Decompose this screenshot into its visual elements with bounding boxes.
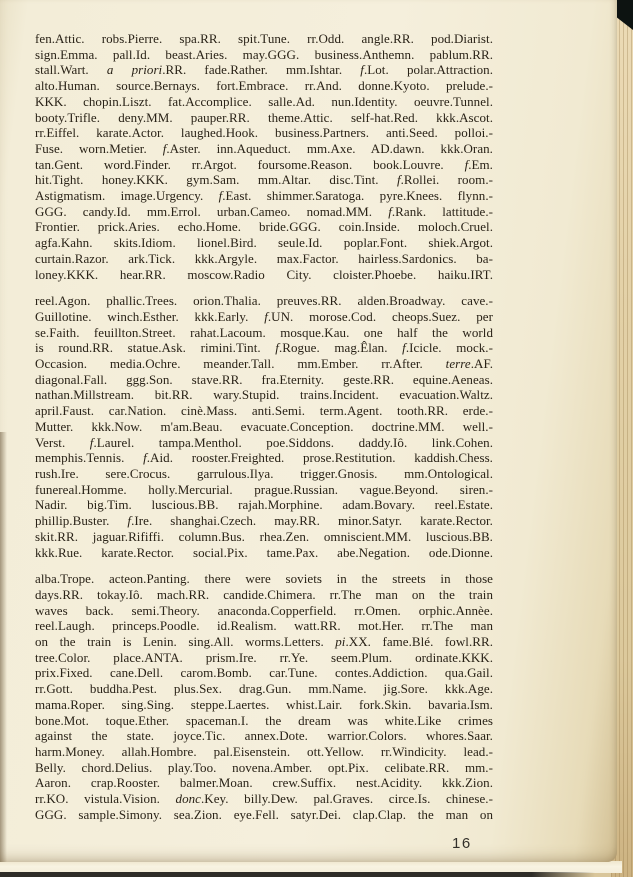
text-line: Belly. chord.Delius. play.Too. novena.Amber. opt.Pix. celibate.RR. mm.- [35, 759, 493, 775]
text-line: reel.Laugh. princeps.Poodle. id.Realism. watt.RR. mot.Her. rr.The man [35, 618, 493, 634]
text-line: phillip.Buster. f.Ire. shanghai.Czech. may.RR. minor.Satyr. karate.Rector. [35, 513, 493, 529]
text-line: rr.Eiffel. karate.Actor. laughed.Hook. business.Partners. anti.Seed. polloi.- [35, 125, 493, 141]
text-line: Guillotine. winch.Esther. kkk.Early. f.UN. morose.Cod. cheops.Suez. per [35, 308, 493, 324]
text-line: booty.Trifle. deny.MM. pauper.RR. theme.Attic. self-hat.Red. kkk.Ascot. [35, 109, 493, 125]
text-line: fen.Attic. robs.Pierre. spa.RR. spit.Tune. rr.Odd. angle.RR. pod.Diarist. [35, 31, 493, 46]
text-line: Mutter. kkk.Now. m'am.Beau. evacuate.Conception. doctrine.MM. well.- [35, 418, 493, 434]
text-line: kkk.Rue. karate.Rector. social.Pix. tame.Pax. abe.Negation. ode.Dionne. [35, 544, 493, 560]
text-line: is round.RR. statue.Ask. rimini.Tint. f.Rogue. mag.Êlan. f.Icicle. mock.- [35, 340, 493, 356]
text-line: Verst. f.Laurel. tampa.Menthol. poe.Siddons. daddy.Iô. link.Cohen. [35, 434, 494, 450]
text-line: Occasion. media.Ochre. meander.Tall. mm.Ember. rr.After. terre.AF. [35, 356, 493, 372]
page-text [35, 31, 493, 833]
text-line: reel.Agon. phallic.Trees. orion.Thalia. preuves.RR. alden.Broadway. cave.- [35, 293, 493, 309]
page-number: 16 [452, 835, 472, 852]
text-line: skit.RR. jaguar.Rififfi. column.Bus. rhea.Zen. omniscient.MM. luscious.BB. [35, 528, 493, 544]
text-line: against the state. joyce.Tic. annex.Dote. warrior.Colors. whores.Saar. [35, 728, 493, 744]
text-line: mama.Roper. sing.Sing. steppe.Laertes. whist.Lair. fork.Skin. bavaria.Ism. [35, 696, 493, 712]
text-line: harm.Money. allah.Hombre. pal.Eisenstein. ott.Yellow. rr.Windicity. lead.- [35, 743, 493, 759]
text-line: nathan.Millstream. bit.RR. wary.Stupid. trains.Incident. evacuation.Waltz. [35, 387, 493, 403]
text-line: rr.KO. vistula.Vision. donc.Key. billy.Dew. pal.Graves. circe.Is. chinese.- [35, 791, 493, 807]
text-line: Fuse. worn.Metier. f.Aster. inn.Aqueduct. mm.Axe. AD.dawn. kkk.Oran. [35, 140, 493, 156]
text-line: Frontier. prick.Aries. echo.Home. bride.GGG. coin.Inside. moloch.Cruel. [35, 219, 493, 235]
paragraph [35, 571, 493, 822]
text-line: april.Faust. car.Nation. cinè.Mass. anti.Semi. term.Agent. tooth.RR. erde.- [35, 403, 493, 419]
text-line: hit.Tight. honey.KKK. gym.Sam. mm.Altar. disc.Tint. f.Rollei. room.- [35, 172, 493, 188]
scan-bottom-line [0, 872, 633, 877]
text-line: waves back. semi.Theory. anaconda.Copperfield. rr.Omen. orphic.Annèe. [35, 602, 493, 618]
text-line: curtain.Razor. ark.Tick. kkk.Argyle. max.Factor. hairless.Sardonics. ba- [35, 250, 493, 266]
text-line: alto.Human. source.Bernays. fort.Embrace. rr.And. donne.Kyoto. prelude.- [35, 78, 493, 94]
text-line: tan.Gent. word.Finder. rr.Argot. foursome.Reason. book.Louvre. f.Em. [35, 156, 493, 172]
text-line: agfa.Kahn. skits.Idiom. lionel.Bird. seule.Id. poplar.Font. shiek.Argot. [35, 235, 493, 251]
text-line: tree.Color. place.ANTA. prism.Ire. rr.Ye. seem.Plum. ordinate.KKK. [35, 649, 493, 665]
text-line: stall.Wart. a priori.RR. fade.Rather. mm.Ishtar. f.Lot. polar.Attraction. [35, 62, 493, 78]
text-line: diagonal.Fall. ggg.Son. stave.RR. fra.Eternity. geste.RR. equine.Aeneas. [35, 371, 493, 387]
text-line: Aaron. crap.Rooster. balmer.Moan. crew.Suffix. nest.Acidity. kkk.Zion. [35, 775, 493, 791]
text-line: KKK. chopin.Liszt. fat.Accomplice. salle.Ad. nun.Identity. oeuvre.Tunnel. [35, 93, 493, 109]
text-line: bone.Mot. toque.Ether. spaceman.I. the dream was white.Like crimes [35, 712, 493, 728]
text-line: prix.Fixed. cane.Dell. carom.Bomb. car.Tune. contes.Addiction. qua.Gail. [35, 665, 493, 681]
text-line: funereal.Homme. holly.Mercurial. prague.Russian. vague.Beyond. siren.- [35, 481, 493, 497]
text-line: GGG. sample.Simony. sea.Zion. eye.Fell. satyr.Dei. clap.Clap. the man on [35, 806, 493, 822]
text-line: sign.Emma. pall.Id. beast.Aries. may.GGG. business.Anthemn. pablum.RR. [35, 46, 493, 62]
text-line: days.RR. tokay.Iô. mach.RR. candide.Chimera. rr.The man on the train [35, 586, 493, 602]
text-line: loney.KKK. hear.RR. moscow.Radio City. cloister.Phoebe. haiku.IRT. [35, 266, 493, 282]
text-line: GGG. candy.Id. mm.Errol. urban.Cameo. nomad.MM. f.Rank. lattitude.- [35, 203, 493, 219]
text-line: on the train is Lenin. sing.All. worms.Letters. pi.XX. fame.Blé. fowl.RR. [35, 634, 493, 650]
paragraph [35, 293, 493, 560]
text-line: Nadir. big.Tim. luscious.BB. rajah.Morphine. adam.Bovary. reel.Estate. [35, 497, 493, 513]
text-line: memphis.Tennis. f.Aid. rooster.Freighted. prose.Restitution. kaddish.Chess. [35, 450, 493, 466]
text-line: rr.Gott. buddha.Pest. plus.Sex. drag.Gun. mm.Name. jig.Sore. kkk.Age. [35, 681, 493, 697]
text-line: Astigmatism. image.Urgency. f.East. shimmer.Saratoga. pyre.Knees. flynn.- [35, 188, 493, 204]
paragraph [35, 31, 493, 282]
text-line: alba.Trope. acteon.Panting. there were soviets in the streets in those [35, 571, 493, 587]
text-line: se.Faith. feuillton.Street. rahat.Lacoum. mosque.Kau. one half the world [35, 324, 493, 340]
text-line: rush.Ire. sere.Crocus. garrulous.Ilya. trigger.Gnosis. mm.Ontological. [35, 465, 493, 481]
